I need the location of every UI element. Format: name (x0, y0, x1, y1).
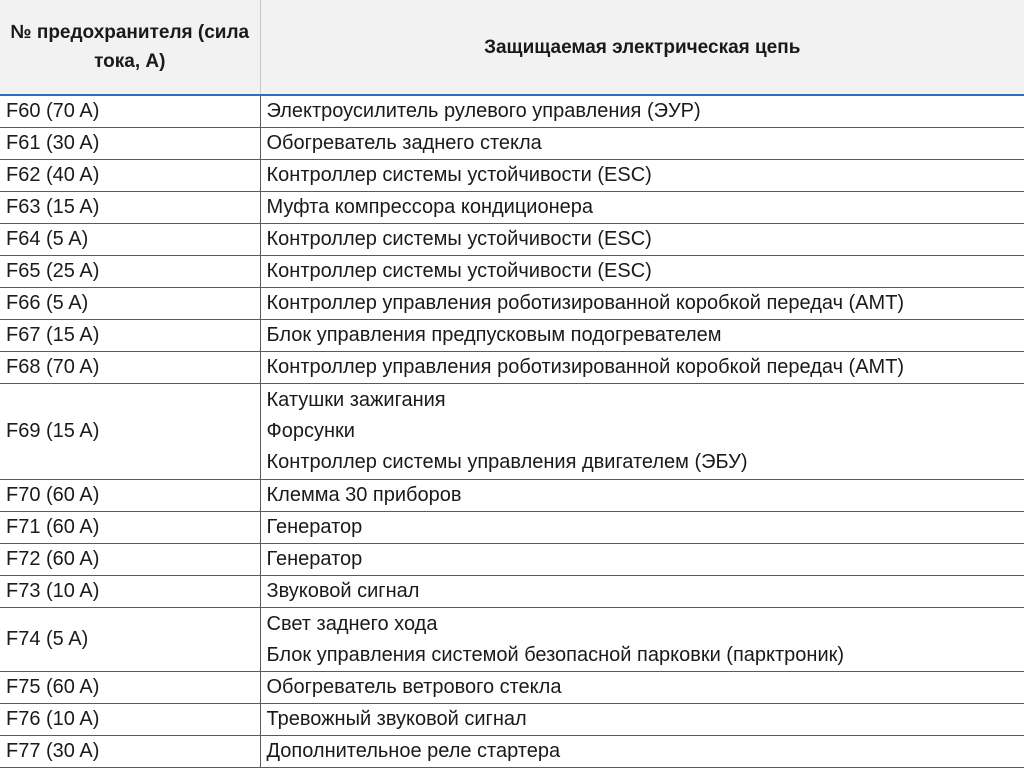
fuse-cell: F70 (60 A) (0, 480, 260, 512)
circuit-line: Генератор (266, 548, 363, 570)
table-body (0, 95, 1024, 768)
fuse-cell: F76 (10 A) (0, 704, 260, 736)
fuse-cell: F77 (30 A) (0, 736, 260, 768)
fuse-cell: F64 (5 A) (0, 224, 260, 256)
circuit-line: Обогреватель заднего стекла (266, 132, 542, 154)
table-row (0, 128, 1024, 160)
circuit-line: Блок управления системой безопасной парковки (парктроник) (266, 643, 845, 666)
table-row (0, 512, 1024, 544)
circuit-cell (260, 288, 1024, 320)
circuit-cell (260, 544, 1024, 576)
circuit-line: Дополнительное реле стартера (266, 740, 561, 762)
circuit-cell (260, 160, 1024, 192)
table-row (0, 384, 1024, 480)
circuit-cell (260, 256, 1024, 288)
table-row (0, 480, 1024, 512)
fuse-cell: F67 (15 A) (0, 320, 260, 352)
circuit-line: Блок управления предпусковым подогревателем (266, 324, 722, 346)
table-row (0, 288, 1024, 320)
fuse-cell: F74 (5 A) (0, 608, 260, 672)
circuit-cell (260, 736, 1024, 768)
header-protected-circuit: Защищаемая электрическая цепь (260, 0, 1024, 95)
fuse-cell: F66 (5 A) (0, 288, 260, 320)
table-header (0, 0, 1024, 95)
circuit-line: Форсунки (266, 420, 355, 442)
table-row (0, 576, 1024, 608)
circuit-line: Свет заднего хода (266, 612, 438, 635)
circuit-cell (260, 128, 1024, 160)
circuit-cell (260, 95, 1024, 128)
circuit-cell (260, 480, 1024, 512)
circuit-line: Клемма 30 приборов (266, 484, 462, 506)
table-row (0, 672, 1024, 704)
circuit-cell (260, 576, 1024, 608)
circuit-line: Генератор (266, 516, 363, 538)
table-row (0, 608, 1024, 672)
table-row (0, 224, 1024, 256)
table-row (0, 256, 1024, 288)
table-row (0, 160, 1024, 192)
circuit-line: Контроллер системы устойчивости (ESC) (266, 164, 652, 186)
table-row (0, 320, 1024, 352)
circuit-line: Электроусилитель рулевого управления (ЭУР) (266, 100, 701, 122)
circuit-line: Контроллер системы управления двигателем (ЭБУ) (266, 451, 748, 473)
circuit-line: Контроллер управления роботизированной коробкой передач (АМТ) (266, 356, 905, 378)
fuse-cell: F60 (70 A) (0, 95, 260, 128)
table-row (0, 95, 1024, 128)
circuit-line: Обогреватель ветрового стекла (266, 676, 562, 698)
circuit-line: Тревожный звуковой сигнал (266, 708, 527, 730)
circuit-cell (260, 224, 1024, 256)
header-fuse-number: № предохранителя (сила тока, А) (0, 0, 260, 95)
circuit-cell (260, 384, 1024, 480)
table-row (0, 704, 1024, 736)
header-row (0, 0, 1024, 95)
fuse-cell: F72 (60 A) (0, 544, 260, 576)
table-row (0, 544, 1024, 576)
fuse-cell: F73 (10 A) (0, 576, 260, 608)
table-row (0, 352, 1024, 384)
fuse-cell: F69 (15 A) (0, 384, 260, 480)
fuse-cell: F68 (70 A) (0, 352, 260, 384)
circuit-line: Катушки зажигания (266, 389, 446, 411)
fuse-cell: F63 (15 A) (0, 192, 260, 224)
circuit-cell (260, 192, 1024, 224)
table-row (0, 736, 1024, 768)
circuit-cell (260, 704, 1024, 736)
circuit-cell (260, 352, 1024, 384)
table-row (0, 192, 1024, 224)
circuit-line: Муфта компрессора кондиционера (266, 196, 594, 218)
fuse-cell: F61 (30 A) (0, 128, 260, 160)
circuit-cell (260, 512, 1024, 544)
fuse-cell: F71 (60 A) (0, 512, 260, 544)
fuse-cell: F65 (25 A) (0, 256, 260, 288)
circuit-line: Звуковой сигнал (266, 580, 420, 602)
circuit-cell (260, 320, 1024, 352)
circuit-line: Контроллер системы устойчивости (ESC) (266, 260, 652, 282)
circuit-cell (260, 608, 1024, 672)
circuit-line: Контроллер управления роботизированной коробкой передач (АМТ) (266, 292, 905, 314)
circuit-cell (260, 672, 1024, 704)
fuse-cell: F75 (60 A) (0, 672, 260, 704)
fuse-cell: F62 (40 A) (0, 160, 260, 192)
circuit-line: Контроллер системы устойчивости (ESC) (266, 228, 652, 250)
